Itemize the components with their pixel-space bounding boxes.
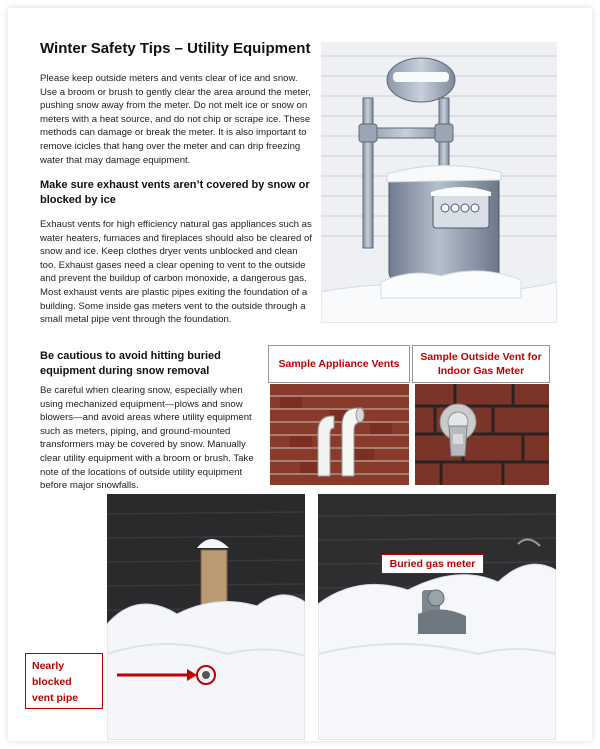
gas-meter-illustration xyxy=(321,42,557,323)
outside-vent-photo xyxy=(415,384,549,485)
caption-appliance-vents: Sample Appliance Vents xyxy=(268,345,410,383)
section-body-exhaust-vents: Exhaust vents for high efficiency natural gas appliances such as water heaters, furnaces and fireplaces should also be cleared of snow and ice. Keep clothes dryer vents unblocked and clean too. Exhaust gases need a clear opening to vent to the outside and prevent the buildup of carbon monoxide, a dangerous gas. Most exhaust vents are plastic pipes exiting the foundation of a building. Some inside gas meters vent to the outside through a small metal pipe vent through the foundation. xyxy=(40,219,312,326)
section-body-buried-equipment: Be careful when clearing snow, especially when using mechanized equipment—plows and snow blowers—and avoid areas where utility equipment such as meters, piping, and ground-mounted transformers may be covered by snow. Manually clear utility equipment with a broom or brush. Take note of the locations of outside utility equipment before major snowfalls. xyxy=(40,385,254,492)
buried-gas-meter-photo xyxy=(318,494,556,740)
caption-nearly-blocked: Nearly blocked vent pipe xyxy=(25,653,103,709)
section-heading-exhaust-vents: Make sure exhaust vents aren’t covered by snow or blocked by ice xyxy=(40,179,310,206)
intro-paragraph: Please keep outside meters and vents clear of ice and snow. Use a broom or brush to gently clear the area around the meter, pushing snow away from the meter. Do not melt ice or snow on meters with a heat source, and do not chip or scrape ice. These methods can damage or break the meter. It is also important to remove icicles that hang over the meter and can drip freezing water that may damage equipment. xyxy=(40,73,311,166)
section-heading-buried-equipment: Be cautious to avoid hitting buried equipment during snow removal xyxy=(40,350,221,377)
page-title: Winter Safety Tips – Utility Equipment xyxy=(40,40,311,57)
caption-outside-vent: Sample Outside Vent for Indoor Gas Meter xyxy=(412,345,550,383)
caption-buried-meter: Buried gas meter xyxy=(381,554,484,574)
nearly-blocked-vent-photo xyxy=(107,494,305,740)
appliance-vents-photo xyxy=(270,384,409,485)
